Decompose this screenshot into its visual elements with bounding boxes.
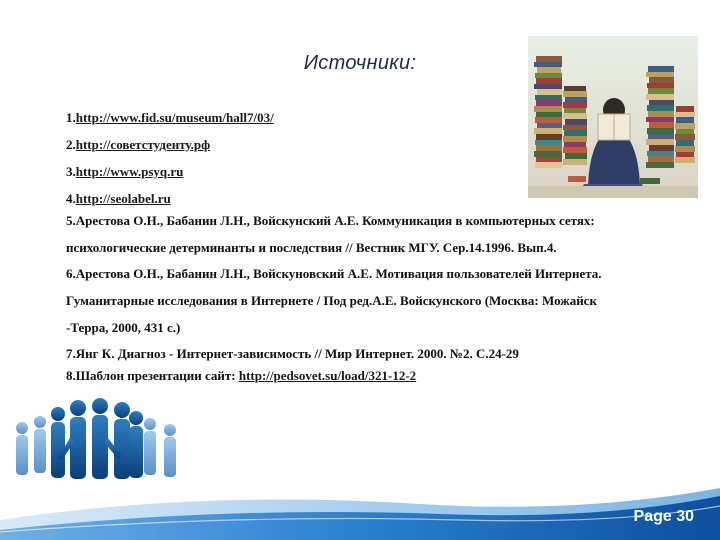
reference-item — [66, 213, 595, 229]
reference-number: 8. — [66, 368, 76, 383]
reference-number: 4. — [66, 191, 76, 206]
reference-number: 1. — [66, 110, 76, 125]
reference-link[interactable]: http://pedsovet.su/load/321-12-2 — [238, 368, 417, 383]
reference-link[interactable]: http://seolabel.ru — [75, 191, 171, 206]
reference-item — [66, 137, 210, 153]
books-photo — [528, 36, 698, 198]
reference-text: психологические детерминанты и последствия // Вестник МГУ. Сер.14.1996. Вып.4. — [66, 240, 557, 255]
reference-text: Арестова О.Н., Бабанин Л.Н., Войскуновский А.Е. Мотивация пользователей Интернета. — [75, 266, 602, 281]
reference-text: -Терра, 2000, 431 с.) — [66, 320, 181, 335]
reference-number: 2. — [66, 137, 76, 152]
reference-item — [66, 164, 183, 180]
reference-link[interactable]: http://www.fid.su/museum/hall7/03/ — [75, 110, 274, 125]
reference-number: 7. — [66, 346, 76, 361]
reference-text: Арестова О.Н., Бабанин Л.Н., Войскунский А.Е. Коммуникация в компьютерных сетях: — [75, 213, 595, 228]
reference-continuation — [66, 293, 597, 309]
reference-link[interactable]: http://www.psyq.ru — [75, 164, 184, 179]
page-number: Page 30 — [633, 508, 694, 525]
reference-item — [66, 191, 171, 207]
reference-item — [66, 110, 274, 126]
reference-link[interactable]: http://советстуденту.рф — [75, 137, 211, 152]
footer-wave-band — [0, 470, 720, 540]
reference-number: 5. — [66, 213, 76, 228]
reference-text: Янг К. Диагноз - Интернет-зависимость // Мир Интернет. 2000. №2. С.24-29 — [75, 346, 519, 361]
reference-item — [66, 368, 416, 384]
reference-item — [66, 266, 602, 282]
reference-number: 3. — [66, 164, 76, 179]
slide-title: Источники: — [303, 52, 417, 74]
reference-item — [66, 346, 519, 362]
reference-continuation — [66, 320, 180, 336]
reference-text: Шаблон презентации сайт: — [75, 368, 239, 383]
reference-text: Гуманитарные исследования в Интернете / Под ред.А.Е. Войскунского (Москва: Можайск — [66, 293, 597, 308]
reference-continuation — [66, 240, 557, 256]
reference-number: 6. — [66, 266, 76, 281]
